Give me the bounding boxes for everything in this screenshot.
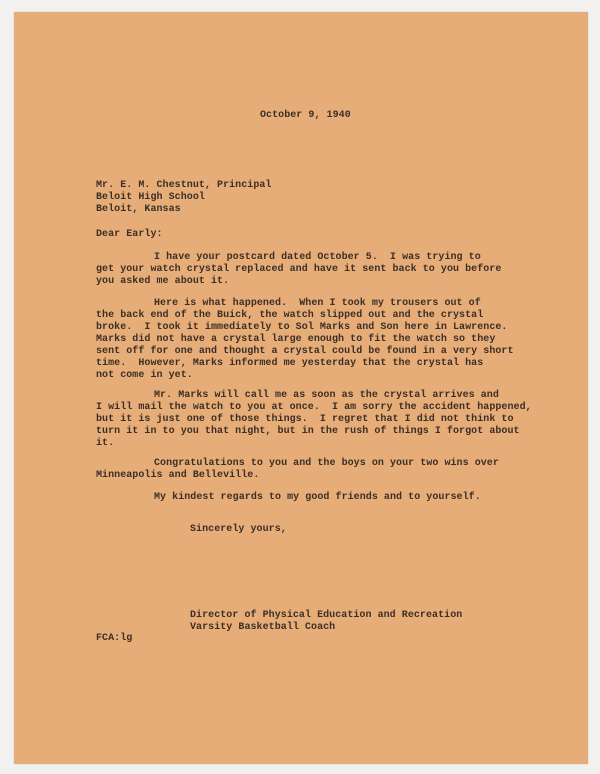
paragraph-line: Marks did not have a crystal large enough to fit the watch so they	[96, 334, 496, 345]
paragraph-line: turn it in to you that night, but in the rush of things I forgot about	[96, 426, 520, 437]
paragraph-line: I will mail the watch to you at once. I am sorry the accident happened,	[96, 402, 532, 413]
signature-title: Director of Physical Education and Recreation	[190, 610, 463, 621]
paragraph-line: broke. I took it immediately to Sol Marks and Son here in Lawrence.	[96, 322, 508, 333]
salutation: Dear Early:	[96, 229, 163, 240]
reference-initials: FCA:lg	[96, 633, 133, 644]
paragraph-line: not come in yet.	[96, 370, 193, 381]
paragraph-line: it.	[96, 438, 115, 449]
paragraph-line: Here is what happened. When I took my trousers out of	[154, 298, 481, 309]
letter-date: October 9, 1940	[260, 110, 351, 121]
paragraph-line: Mr. Marks will call me as soon as the crystal arrives and	[154, 390, 499, 401]
paragraph-line: My kindest regards to my good friends and to yourself.	[154, 492, 481, 503]
closing: Sincerely yours,	[190, 524, 287, 535]
paragraph-line: you asked me about it.	[96, 276, 230, 287]
paragraph-line: get your watch crystal replaced and have it sent back to you before	[96, 264, 502, 275]
signature-title: Varsity Basketball Coach	[190, 622, 336, 633]
paragraph-line: the back end of the Buick, the watch slipped out and the crystal	[96, 310, 484, 321]
recipient-line: Beloit, Kansas	[96, 204, 181, 215]
recipient-line: Beloit High School	[96, 192, 205, 203]
letter-body	[14, 12, 588, 764]
paragraph-line: I have your postcard dated October 5. I was trying to	[154, 252, 481, 263]
letter-page	[14, 12, 588, 764]
paragraph-line: Minneapolis and Belleville.	[96, 470, 260, 481]
recipient-line: Mr. E. M. Chestnut, Principal	[96, 180, 272, 191]
paragraph-line: Congratulations to you and the boys on your two wins over	[154, 458, 499, 469]
paragraph-line: time. However, Marks informed me yesterday that the crystal has	[96, 358, 484, 369]
paragraph-line: sent off for one and thought a crystal could be found in a very short	[96, 346, 514, 357]
paragraph-line: but it is just one of those things. I regret that I did not think to	[96, 414, 514, 425]
